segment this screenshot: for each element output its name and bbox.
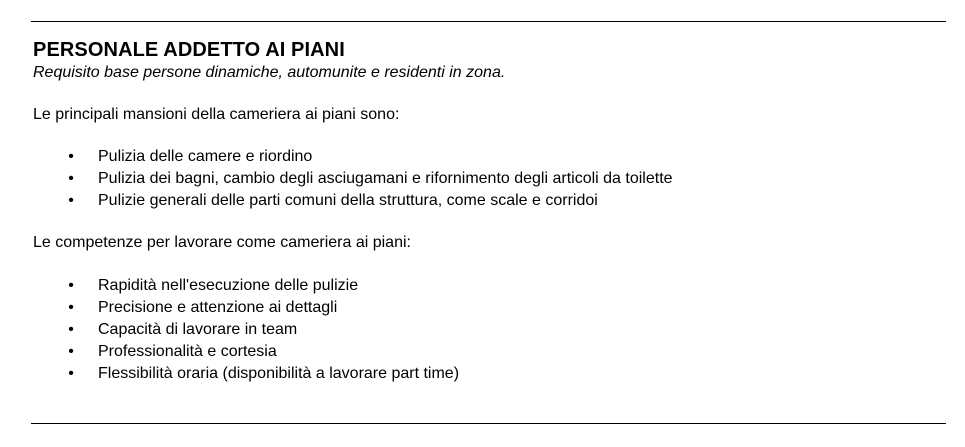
bullet-icon: • [68,365,74,382]
list-item-text: Pulizie generali delle parti comuni della struttura, come scale e corridoi [98,192,598,209]
requirements-subtitle: Requisito base persone dinamiche, automunite e residenti in zona. [33,64,506,81]
skills-list [33,275,933,385]
list-item [33,168,933,190]
bullet-icon: • [68,299,74,316]
list-item-text: Pulizia delle camere e riordino [98,148,313,165]
list-item-text: Rapidità nell'esecuzione delle pulizie [98,277,359,294]
duties-list [33,146,933,212]
bullet-icon: • [68,277,74,294]
bullet-icon: • [68,170,74,187]
list-item-text: Flessibilità oraria (disponibilità a lavorare part time) [98,365,460,382]
top-divider [31,21,946,22]
list-item-text: Professionalità e cortesia [98,343,277,360]
list-item [33,297,933,319]
list-item-text: Pulizia dei bagni, cambio degli asciugamani e rifornimento degli articoli da toilette [98,170,673,187]
bottom-divider [31,423,946,424]
list-item [33,146,933,168]
job-posting [33,38,933,385]
duties-intro: Le principali mansioni della cameriera ai piani sono: [33,106,400,123]
list-item [33,275,933,297]
list-item [33,190,933,212]
page-title: PERSONALE ADDETTO AI PIANI [33,39,345,61]
bullet-icon: • [68,192,74,209]
skills-intro: Le competenze per lavorare come cameriera ai piani: [33,234,411,251]
list-item [33,319,933,341]
bullet-icon: • [68,321,74,338]
list-item [33,341,933,363]
list-item-text: Precisione e attenzione ai dettagli [98,299,338,316]
list-item-text: Capacità di lavorare in team [98,321,298,338]
bullet-icon: • [68,343,74,360]
bullet-icon: • [68,148,74,165]
list-item [33,363,933,385]
